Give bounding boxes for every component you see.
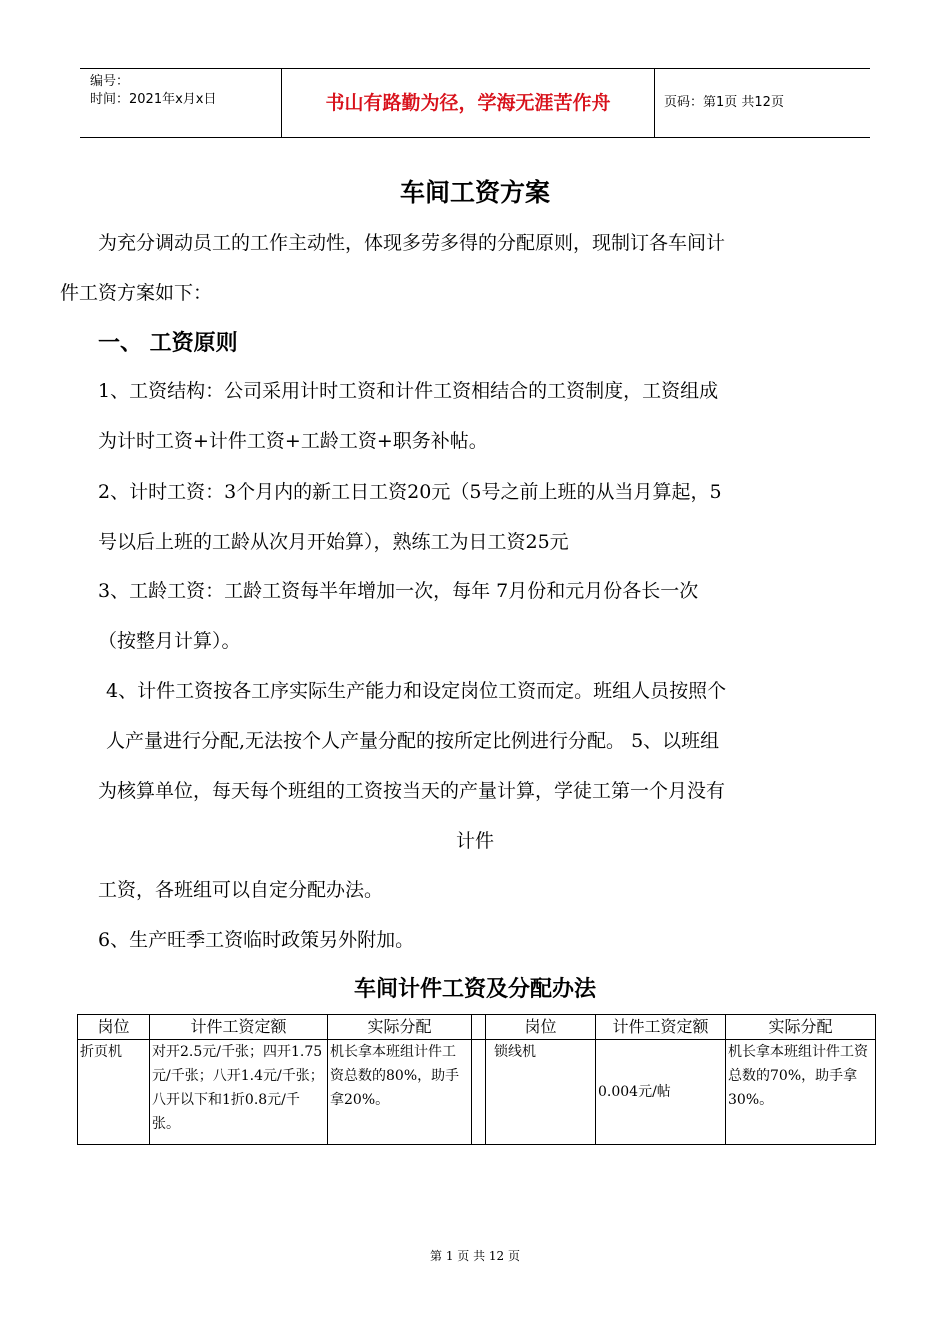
page-title: 车间工资方案: [399, 178, 550, 207]
paragraph-3-line-1: 3、工龄工资：工龄工资每半年增加一次，每年 7月份和元月份各长一次: [98, 580, 699, 602]
header-post-a: 岗位: [78, 1015, 150, 1040]
intro-line-1: 为充分调动员工的工作主动性，体现多劳多得的分配原则，现制订各车间计: [98, 232, 726, 254]
paragraph-1-line-1: 1、工资结构：公司采用计时工资和计件工资相结合的工资制度，工资组成: [98, 380, 719, 402]
paragraph-4-line-3: 为核算单位，每天每个班组的工资按当天的产量计算，学徒工第一个月没有: [98, 780, 726, 802]
header-page-cell: [654, 69, 870, 137]
number-label: 编号：: [90, 74, 130, 89]
paragraph-4-line-2: 人产量进行分配,无法按个人产量分配的按所定比例进行分配。 5、以班组: [106, 730, 720, 752]
paragraph-1-line-2: 为计时工资+计件工资+工龄工资+职务补帖。: [98, 430, 488, 452]
paragraph-3-line-2: （按整月计算）。: [98, 630, 241, 652]
header-info-cell: [80, 69, 281, 137]
paragraph-2-line-2: 号以后上班的工龄从次月开始算），熟练工为日工资25元: [98, 531, 569, 553]
header-post-b: 岗位: [486, 1015, 596, 1040]
paragraph-4-line-4: 计件: [455, 830, 494, 852]
header-motto-cell: [281, 69, 655, 137]
table-gap-cell: [472, 1040, 486, 1145]
paragraph-4-line-1: 4、计件工资按各工序实际生产能力和设定岗位工资而定。班组人员按照个: [106, 680, 727, 702]
page-footer: 第 1 页 共 12 页: [430, 1249, 520, 1263]
header-dist-a: 实际分配: [328, 1015, 472, 1040]
paragraph-6: 6、生产旺季工资临时政策另外附加。: [98, 929, 415, 951]
header-dist-b: 实际分配: [726, 1015, 876, 1040]
paragraph-2-line-1: 2、计时工资：3个月内的新工日工资20元（5号之前上班的从当月算起，5: [98, 481, 722, 503]
section-heading: 一、 工资原则: [98, 330, 238, 356]
document-header: [80, 68, 870, 138]
intro-line-2: 件工资方案如下：: [60, 282, 213, 304]
paragraph-4-line-5: 工资，各班组可以自定分配办法。: [98, 879, 384, 901]
motto: 书山有路勤为径，学海无涯苦作舟: [325, 92, 611, 114]
wage-table: [77, 1014, 876, 1145]
cell-post-b: 锁线机: [486, 1040, 596, 1145]
table-row: [78, 1040, 876, 1145]
table-header-row: [78, 1015, 876, 1040]
cell-post-a: 折页机: [78, 1040, 150, 1145]
cell-rate-b: 0.004元/帖: [596, 1040, 726, 1145]
page-info: 页码：第1页 共12页: [664, 95, 784, 110]
cell-dist-b: 机长拿本班组计件工资总数的70%，助手拿30%。: [726, 1040, 876, 1145]
cell-rate-a: 对开2.5元/千张；四开1.75元/千张；八开1.4元/千张；八开以下和1折0.8元/千张。: [150, 1040, 328, 1145]
table-title: 车间计件工资及分配办法: [353, 976, 596, 1002]
cell-dist-a: 机长拿本班组计件工资总数的80%，助手拿20%。: [328, 1040, 472, 1145]
header-rate-b: 计件工资定额: [596, 1015, 726, 1040]
table-gap-cell: [472, 1015, 486, 1040]
header-rate-a: 计件工资定额: [150, 1015, 328, 1040]
date-label: 时间：2021年x月x日: [90, 92, 217, 107]
